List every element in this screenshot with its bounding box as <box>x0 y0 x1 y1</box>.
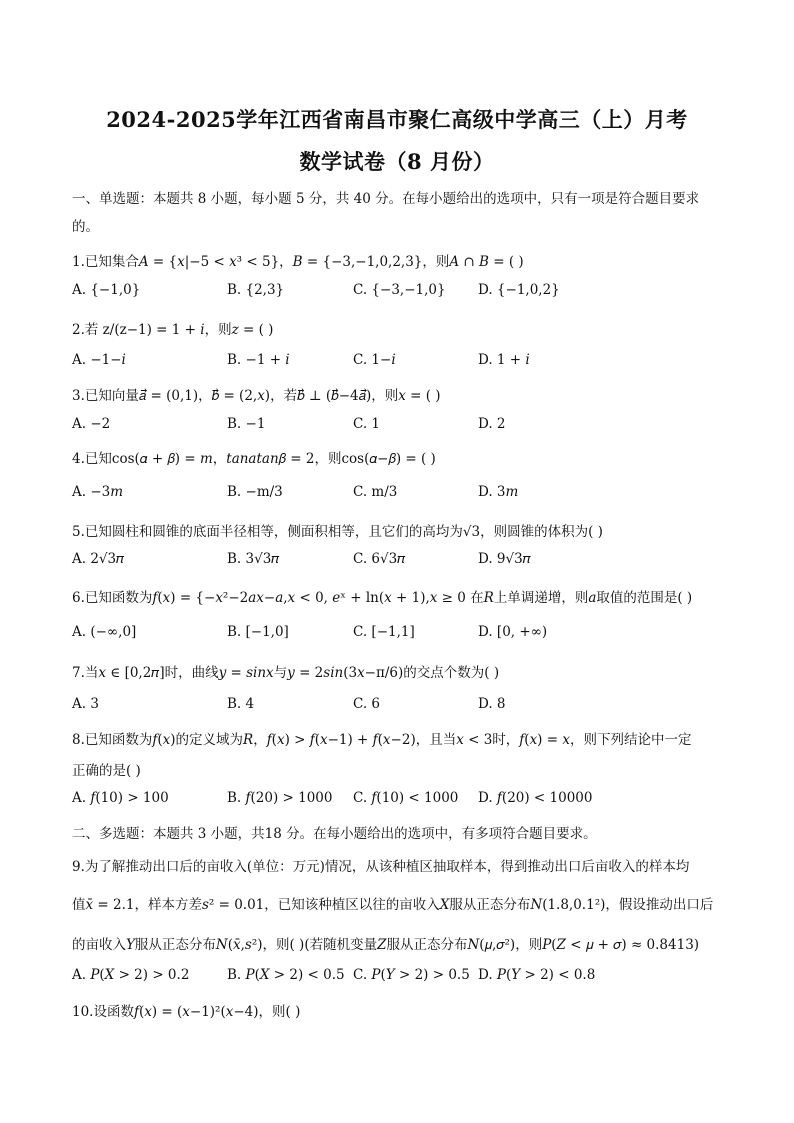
option-a: A. (−∞,0] <box>72 624 137 640</box>
option-c: C. 𝑃(𝑌 > 2) > 0.5 <box>353 967 470 983</box>
question-5-options <box>72 551 728 571</box>
option-d: D. 𝑓(20) < 10000 <box>478 790 593 806</box>
option-d: D. [0, +∞) <box>478 624 548 640</box>
option-a: A. 2√3𝜋 <box>72 551 125 567</box>
question-3-options <box>72 416 728 436</box>
option-d: D. 𝑃(𝑌 > 2) < 0.8 <box>478 967 596 983</box>
option-a: A. 𝑃(𝑋 > 2) > 0.2 <box>72 967 190 983</box>
question-2-options <box>72 352 728 372</box>
option-c: C. [−1,1] <box>353 624 415 640</box>
option-c: C. m/3 <box>353 484 398 500</box>
option-b: B. 𝑃(𝑋 > 2) < 0.5 <box>227 967 345 983</box>
option-a: A. {−1,0} <box>72 282 141 298</box>
option-d: D. 3𝑚 <box>478 484 519 500</box>
question-9-options <box>72 967 728 987</box>
question-8-stem: 8.已知函数为𝑓(𝑥)的定义域为𝑅，𝑓(𝑥) > 𝑓(𝑥−1) + 𝑓(𝑥−2)，且当𝑥 < 3时，𝑓(𝑥) = 𝑥，则下列结论中一定 <box>72 732 692 748</box>
question-4-options <box>72 484 728 504</box>
page-title: 2024-2025学年江西省南昌市聚仁高级中学高三（上）月考 <box>106 107 688 132</box>
section1-header-cont: 的。 <box>72 219 99 235</box>
option-d: D. 8 <box>478 696 506 712</box>
option-b: B. −1 <box>227 416 266 432</box>
question-2-stem: 2.若 z/(z−1) = 1 + 𝑖，则𝑧 = ( ) <box>72 322 274 338</box>
section1-header: 一、单选题：本题共 8 小题，每小题 5 分，共 40 分。在每小题给出的选项中，只有一项是符合题目要求 <box>72 191 700 207</box>
option-a: A. −2 <box>72 416 111 432</box>
option-a: A. 3 <box>72 696 99 712</box>
question-7-stem: 7.当𝑥 ∈ [0,2𝜋]时，曲线𝑦 = 𝑠𝑖𝑛𝑥与𝑦 = 2𝑠𝑖𝑛(3𝑥−π/6)的交点个数为( ) <box>72 665 500 681</box>
question-7-options <box>72 696 728 716</box>
option-b: B. −1 + 𝑖 <box>227 352 290 368</box>
question-8-options <box>72 790 728 810</box>
option-d: D. 2 <box>478 416 506 432</box>
page-subtitle: 数学试卷（8 月份） <box>299 149 495 174</box>
question-1-stem: 1.已知集合𝐴 = {𝑥|−5 < 𝑥³ < 5}，𝐵 = {−3,−1,0,2,3}，则𝐴 ∩ 𝐵 = ( ) <box>72 254 524 270</box>
option-b: B. −m/3 <box>227 484 283 500</box>
question-5-stem: 5.已知圆柱和圆锥的底面半径相等，侧面积相等，且它们的高均为√3，则圆锥的体积为( ) <box>72 524 603 540</box>
option-c: C. 1−𝑖 <box>353 352 396 368</box>
section2-header: 二、多选题：本题共 3 小题，共18 分。在每小题给出的选项中，有多项符合题目要求。 <box>72 826 597 842</box>
question-8-stem-cont: 正确的是( ) <box>72 763 141 779</box>
option-a: A. −3𝑚 <box>72 484 124 500</box>
option-c: C. 1 <box>353 416 381 432</box>
option-c: C. 6 <box>353 696 381 712</box>
question-4-stem: 4.已知cos(𝛼 + 𝛽) = 𝑚，𝑡𝑎𝑛𝑎𝑡𝑎𝑛𝛽 = 2，则cos(𝛼−𝛽) = ( ) <box>72 451 436 467</box>
question-10-stem: 10.设函数𝑓(𝑥) = (𝑥−1)²(𝑥−4)，则( ) <box>72 1004 301 1020</box>
option-c: C. 𝑓(10) < 1000 <box>353 790 459 806</box>
question-9-stem: 9.为了解推动出口后的亩收入(单位：万元)情况，从该种植区抽取样本，得到推动出口后亩收入的样本均 <box>72 859 690 875</box>
option-c: C. 6√3𝜋 <box>353 551 406 567</box>
option-b: B. [−1,0] <box>227 624 289 640</box>
question-6-options <box>72 624 728 644</box>
option-d: D. {−1,0,2} <box>478 282 560 298</box>
option-b: B. 𝑓(20) > 1000 <box>227 790 333 806</box>
option-d: D. 9√3𝜋 <box>478 551 531 567</box>
question-9-stem-line3: 的亩收入𝑌服从正态分布𝑁(𝑥̄,𝑠²)，则( )(若随机变量𝑍服从正态分布𝑁(𝜇,𝜎²)，则𝑃(𝑍 < 𝜇 + 𝜎) ≈ 0.8413) <box>72 937 700 953</box>
question-1-options <box>72 282 728 302</box>
option-b: B. 3√3𝜋 <box>227 551 280 567</box>
question-3-stem: 3.已知向量𝑎⃗ = (0,1)，𝑏⃗ = (2,𝑥)，若𝑏⃗ ⊥ (𝑏⃗−4𝑎⃗)，则𝑥 = ( ) <box>72 388 441 404</box>
question-9-stem-line2: 值𝑥̄ = 2.1，样本方差𝑠² = 0.01，已知该种植区以往的亩收入𝑋服从正态分布𝑁(1.8,0.1²)，假设推动出口后 <box>72 897 714 913</box>
option-a: A. −1−𝑖 <box>72 352 126 368</box>
option-d: D. 1 + 𝑖 <box>478 352 530 368</box>
option-c: C. {−3,−1,0} <box>353 282 446 298</box>
question-6-stem: 6.已知函数为𝑓(𝑥) = {−𝑥²−2𝑎𝑥−𝑎,𝑥 < 0, 𝑒ˣ + ln(𝑥 + 1),𝑥 ≥ 0 在𝑅上单调递增，则𝑎取值的范围是( ) <box>72 590 693 606</box>
option-b: B. {2,3} <box>227 282 285 298</box>
option-b: B. 4 <box>227 696 255 712</box>
option-a: A. 𝑓(10) > 100 <box>72 790 169 806</box>
